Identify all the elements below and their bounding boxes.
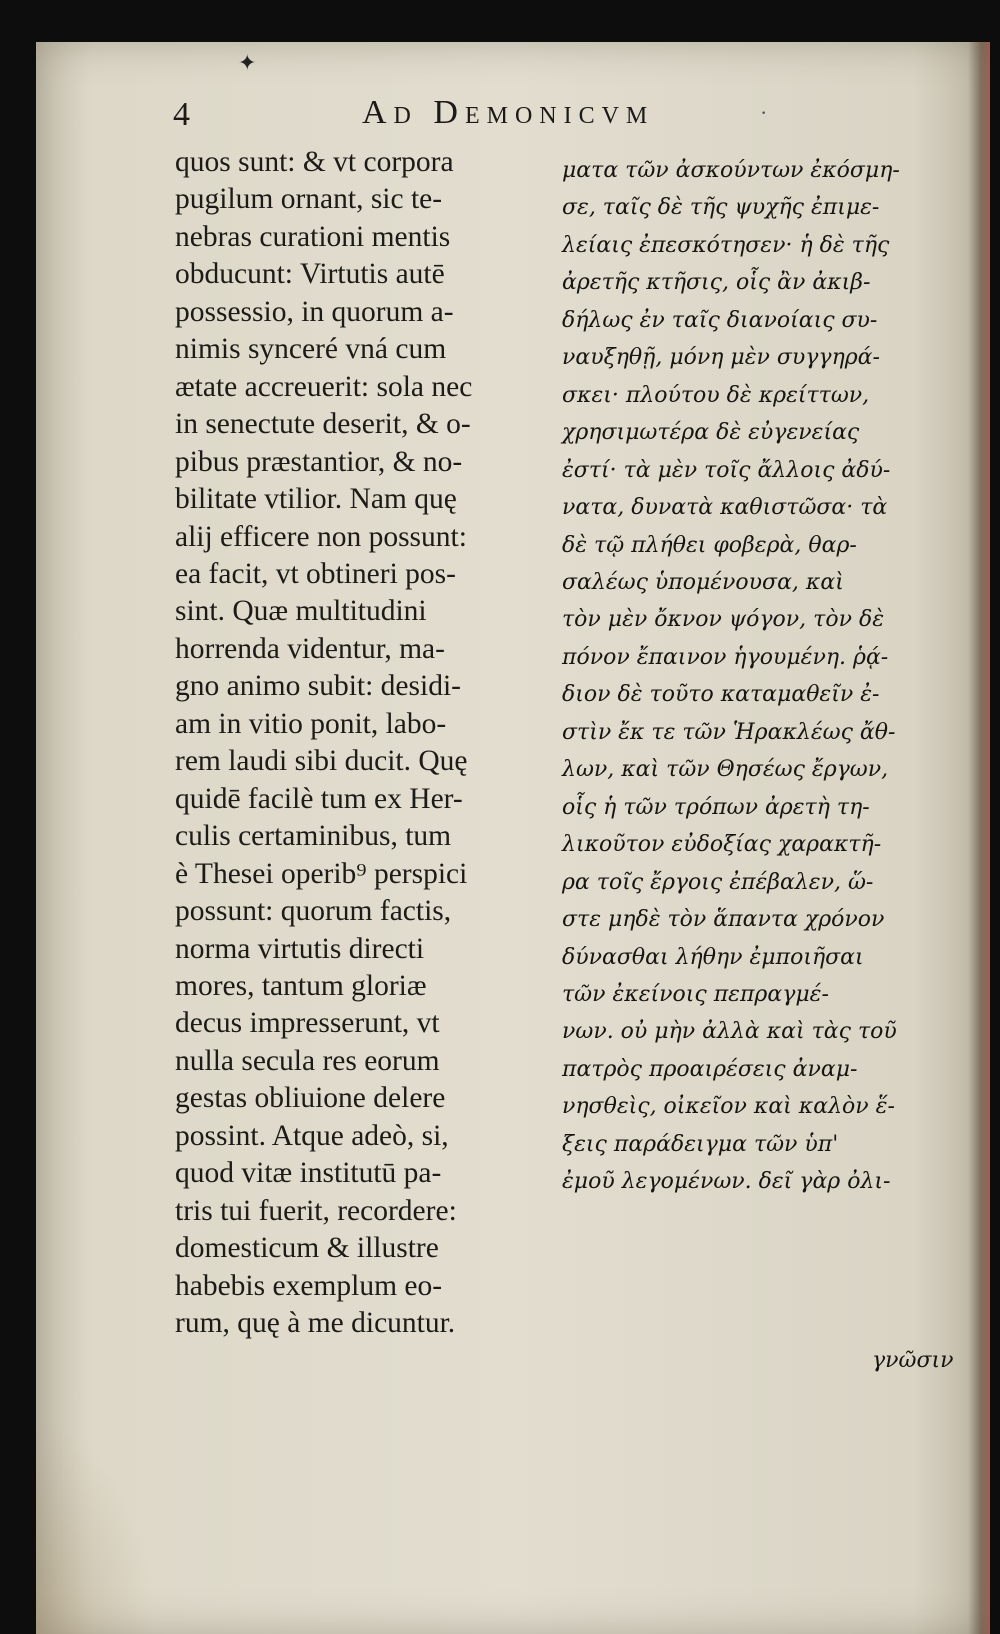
paper-stain — [36, 1422, 156, 1634]
header-dot-icon: · — [760, 100, 768, 125]
catchword: γνῶσιν — [872, 1348, 954, 1373]
greek-column: ματα τῶν ἀσκούντων ἐκόσμη- σε, ταῖς δὲ τῆς ψυχῆς ἐπιμε- λείαις ἐπεσκότησεν· ἡ δὲ τῆς ἀρετῆς κτῆσις, οἷς ἂν ἀκιβ- δήλως ἐν ταῖς διανοίαις συ- ναυξηθῇ, μόνη μὲν συγγηρά- σκει· πλούτου δὲ κρείττων, χρησιμωτέρα δὲ εὐγενείας ἐστί· τὰ μὲν τοῖς ἄλλοις ἀδύ- νατα, δυνατὰ καθιστῶσα· τὰ δὲ τῷ πλήθει φοβερὰ, θαρ- σαλέως ὑπομένουσα, καὶ τὸν μὲν ὄκνον ψόγον, τὸν δὲ πόνον ἔπαινον ἡγουμένη. ῥᾴ- διον δὲ τοῦτο καταμαθεῖν ἐ- στὶν ἔκ τε τῶν Ἡρακλέως ἄθ- λων, καὶ τῶν Θησέως ἔργων, οἷς ἡ τῶν τρόπων ἀρετὴ τη- λικοῦτον εὐδοξίας χαρακτῆ- ρα τοῖς ἔργοις ἐπέβαλεν, ὥ- στε μηδὲ τὸν ἅπαντα χρόνον δύνασθαι λήθην ἐμποιῆσαι τῶν ἐκείνοις πεπραγμέ- νων. οὐ μὴν ἀλλὰ καὶ τὰς τοῦ πατρὸς προαιρέσεις ἀναμ- νησθεὶς, οἰκεῖον καὶ καλὸν ἕ- ξεις παράδειγμα τῶν ὑπ' ἐμοῦ λεγομένων. δεῖ γὰρ ὀλι- — [562, 158, 900, 1195]
page-spine-shadow — [968, 42, 990, 1634]
running-head: Ad Demonicvm — [362, 94, 655, 131]
ink-mark-icon: ✦ — [238, 50, 257, 75]
latin-column: quos sunt: & vt corpora pugilum ornant, sic te- nebras curationi mentis obducunt: Virtutis autē possessio, in quorum a- nimis synceré vná cum ætate accreuerit: sola nec in senectute deserit, & o- pibus præstantior, & no- bilitate vtilior. Nam quę alij efficere non possunt: ea facit, vt obtineri pos- sint. Quæ multitudini horrenda videntur, ma- gno animo subit: desidi- am in vitio ponit, labo- rem laudi sibi ducit. Quę quidē facilè tum ex Her- culis certaminibus, tum è Thesei operib⁹ perspici possunt: quorum factis, norma virtutis directi mores, tantum gloriæ decus impresserunt, vt nulla secula res eorum gestas obliuione delere possint. Atque adeò, si, quod vitæ institutū pa- tris tui fuerit, recordere: domesticum & illustre habebis exemplum eo- rum, quę à me dicuntur. — [175, 146, 473, 1340]
page-number: 4 — [173, 96, 190, 133]
